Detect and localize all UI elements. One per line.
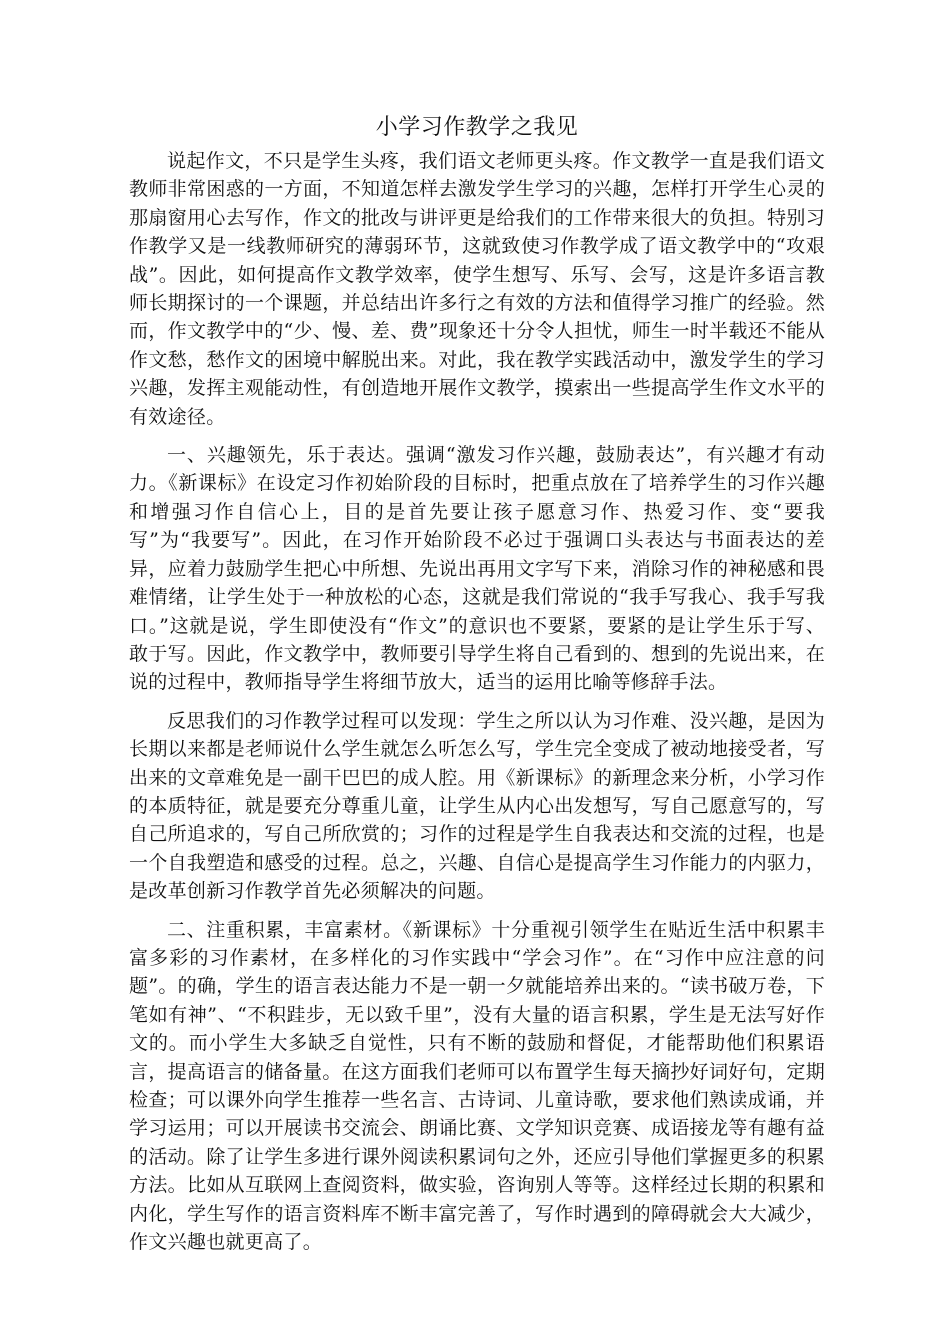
paragraph-section-one: 一、兴趣领先，乐于表达。强调“激发习作兴趣，鼓励表达”，有兴趣才有动力。《新课标》在设定习作初始阶段的目标时，把重点放在了培养学生的习作兴趣和增强习作自信心上，目的是首先要让孩子愿意习作、热爱习作、变“要我写”为“我要写”。因此，在习作开始阶段不必过于强调口头表达与书面表达的差异，应着力鼓励学生把心中所想、先说出再用文字写下来，消除习作的神秘感和畏难情绪，让学生处于一种放松的心态，这就是我们常说的“我手写我心、我手写我口。”这就是说，学生即使没有“作文”的意识也不要紧，要紧的是让学生乐于写、敢于写。因此，作文教学中，教师要引导学生将自己看到的、想到的先说出来，在说的过程中，教师指导学生将细节放大，适当的运用比喻等修辞手法。 [129, 444, 825, 694]
paragraph-section-two: 二、注重积累，丰富素材。《新课标》十分重视引领学生在贴近生活中积累丰富多彩的习作素材，在多样化的习作实践中“学会习作”。在“习作中应注意的问题”。的确，学生的语言表达能力不是一朝一夕就能培养出来的。“读书破万卷，下笔如有神”、“不积跬步，无以致千里”，没有大量的语言积累，学生是无法写好作文的。而小学生大多缺乏自觉性，只有不断的鼓励和督促，才能帮助他们积累语言，提高语言的储备量。在这方面我们老师可以布置学生每天摘抄好词好句，定期检查；可以课外向学生推荐一些名言、古诗词、儿童诗歌，要求他们熟读成诵，并学习运用；可以开展读书交流会、朗诵比赛、文学知识竞赛、成语接龙等有趣有益的活动。除了让学生多进行课外阅读积累词句之外，还应引导他们掌握更多的积累方法。比如从互联网上查阅资料，做实验，咨询别人等等。这样经过长期的积累和内化，学生写作的语言资料库不断丰富完善了，写作时遇到的障碍就会大大减少，作文兴趣也就更高了。 [129, 918, 825, 1254]
document-body [129, 113, 825, 1266]
document-title: 小学习作教学之我见 [375, 115, 579, 140]
paragraph-intro: 说起作文，不只是学生头疼，我们语文老师更头疼。作文教学一直是我们语文教师非常困惑的一方面，不知道怎样去激发学生学习的兴趣，怎样打开学生心灵的那扇窗用心去写作，作文的批改与讲评更是给我们的工作带来很大的负担。特别习作教学又是一线教师研究的薄弱环节，这就致使习作教学成了语文教学中的“攻艰战”。因此，如何提高作文教学效率，使学生想写、乐写、会写，这是许多语言教师长期探讨的一个课题，并总结出许多行之有效的方法和值得学习推广的经验。然而，作文教学中的“少、慢、差、费”现象还十分令人担忧，师生一时半载还不能从作文愁，愁作文的困境中解脱出来。对此，我在教学实践活动中，激发学生的学习兴趣，发挥主观能动性，有创造地开展作文教学，摸索出一些提高学生作文水平的有效途径。 [129, 150, 825, 428]
paragraph-reflection: 反思我们的习作教学过程可以发现：学生之所以认为习作难、没兴趣，是因为长期以来都是老师说什么学生就怎么听怎么写，学生完全变成了被动地接受者，写出来的文章难免是一副干巴巴的成人腔。用《新课标》的新理念来分析，小学习作的本质特征，就是要充分尊重儿童，让学生从内心出发想写，写自己愿意写的，写自己所追求的，写自己所欣赏的；习作的过程是学生自我表达和交流的过程，也是一个自我塑造和感受的过程。总之，兴趣、自信心是提高学生习作能力的内驱力，是改革创新习作教学首先必须解决的问题。 [129, 709, 825, 903]
